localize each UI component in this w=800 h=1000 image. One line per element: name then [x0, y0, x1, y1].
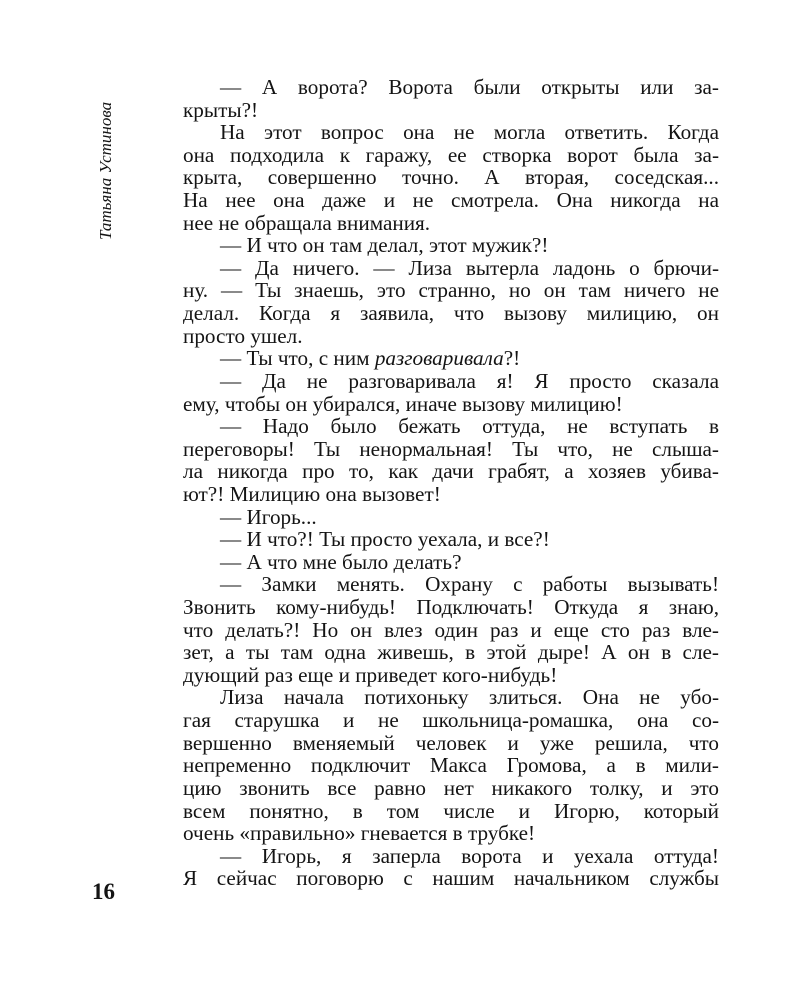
text-line-content: гая старушка и не школьница-ромашка, она со- [183, 708, 719, 733]
text-line [183, 347, 719, 370]
text-line-content: — А что мне было делать? [220, 549, 462, 574]
text-line-content: очень «правильно» гневается в трубке! [183, 821, 536, 846]
text-line [183, 370, 719, 393]
text-line-content: ла никогда про то, как дачи грабят, а хозяев убива- [183, 459, 719, 484]
page-number: 16 [92, 879, 115, 904]
text-line [183, 393, 719, 416]
text-line-content: ну. — Ты знаешь, это странно, но он там ничего не [183, 278, 719, 303]
text-line [183, 528, 719, 551]
text-line-content: Я сейчас поговорю с нашим начальником службы [183, 866, 719, 891]
text-line [183, 144, 719, 167]
text-line-content: Звонить кому-нибудь! Подключать! Откуда я знаю, [183, 595, 719, 620]
text-line-content: цию звонить все равно нет никакого толку, и это [183, 775, 719, 800]
text-line-content: всем понятно, в том числе и Игорю, который [183, 798, 719, 823]
text-line [183, 121, 719, 144]
text-line-content: что делать?! Но он влез один раз и еще сто раз вле- [183, 617, 719, 642]
text-line-content: — Игорь, я заперла ворота и уехала оттуда! [220, 843, 719, 868]
text-line [183, 257, 719, 280]
text-line [183, 166, 719, 189]
text-line [183, 867, 719, 890]
text-line-content: крыты?! [183, 97, 259, 122]
text-line [183, 279, 719, 302]
text-line [183, 573, 719, 596]
text-line [183, 551, 719, 574]
text-line [183, 212, 719, 235]
text-line-content: ему, чтобы он убирался, иначе вызову милицию! [183, 391, 623, 416]
text-line-content: — Игорь... [220, 504, 317, 529]
text-line [183, 415, 719, 438]
text-line-content: непременно подключит Макса Громова, а в мили- [183, 753, 719, 778]
text-line [183, 438, 719, 461]
text-line [183, 686, 719, 709]
text-line-content: дующий раз еще и приведет кого-нибудь! [183, 662, 558, 687]
text-line-content: делал. Когда я заявила, что вызову милицию, он [183, 301, 719, 326]
text-line [183, 189, 719, 212]
text-line-content: вершенно вменяемый человек и уже решила, что [183, 730, 719, 755]
text-line-content: — Надо было бежать оттуда, не вступать в [220, 414, 719, 439]
text-line [183, 754, 719, 777]
text-line [183, 302, 719, 325]
text-line [183, 822, 719, 845]
text-line-content: переговоры! Ты ненормальная! Ты что, не слыша- [183, 436, 719, 461]
text-line-content: — А ворота? Ворота были открыты или за- [220, 75, 719, 99]
text-line [183, 596, 719, 619]
text-line-emphasis: разговаривала [374, 346, 504, 371]
text-line [183, 325, 719, 348]
text-line [183, 664, 719, 687]
text-line-content: зет, а ты там одна живешь, в этой дыре! А он в сле- [183, 640, 719, 665]
text-line-content: — И что?! Ты просто уехала, и все?! [220, 527, 550, 552]
text-line-content: нее не обращала внимания. [183, 210, 431, 235]
text-line-content: — Да не разговаривала я! Я просто сказала [220, 368, 719, 393]
text-line [183, 619, 719, 642]
text-line-content: На этот вопрос она не могла ответить. Когда [220, 120, 719, 145]
text-line [183, 506, 719, 529]
text-line [183, 800, 719, 823]
text-line [183, 732, 719, 755]
text-line [183, 76, 719, 99]
text-line [183, 234, 719, 257]
running-head-author: Татьяна Устинова [96, 101, 115, 240]
text-line-content: Лиза начала потихоньку злиться. Она не убо- [220, 685, 719, 710]
text-line [183, 641, 719, 664]
text-line-content: — Ты что, с ним [220, 346, 375, 371]
text-line-content: ют?! Милицию она вызовет! [183, 481, 441, 506]
text-line [183, 709, 719, 732]
text-line [183, 99, 719, 122]
text-line [183, 777, 719, 800]
text-line-content: — И что он там делал, этот мужик?! [220, 233, 549, 258]
text-line-content: просто ушел. [183, 323, 303, 348]
text-line-content: — Да ничего. — Лиза вытерла ладонь о брючи- [220, 255, 719, 280]
text-line-content: она подходила к гаражу, ее створка ворот была за- [183, 142, 719, 167]
text-line [183, 845, 719, 868]
text-line [183, 483, 719, 506]
text-line-tail: ?! [503, 346, 521, 371]
text-line-content: На нее она даже и не смотрела. Она никогда на [183, 188, 719, 213]
text-line-content: — Замки менять. Охрану с работы вызывать! [220, 572, 719, 597]
text-line [183, 460, 719, 483]
text-line-content: крыта, совершенно точно. А вторая, соседская... [183, 165, 719, 190]
page-body-text [183, 76, 719, 890]
